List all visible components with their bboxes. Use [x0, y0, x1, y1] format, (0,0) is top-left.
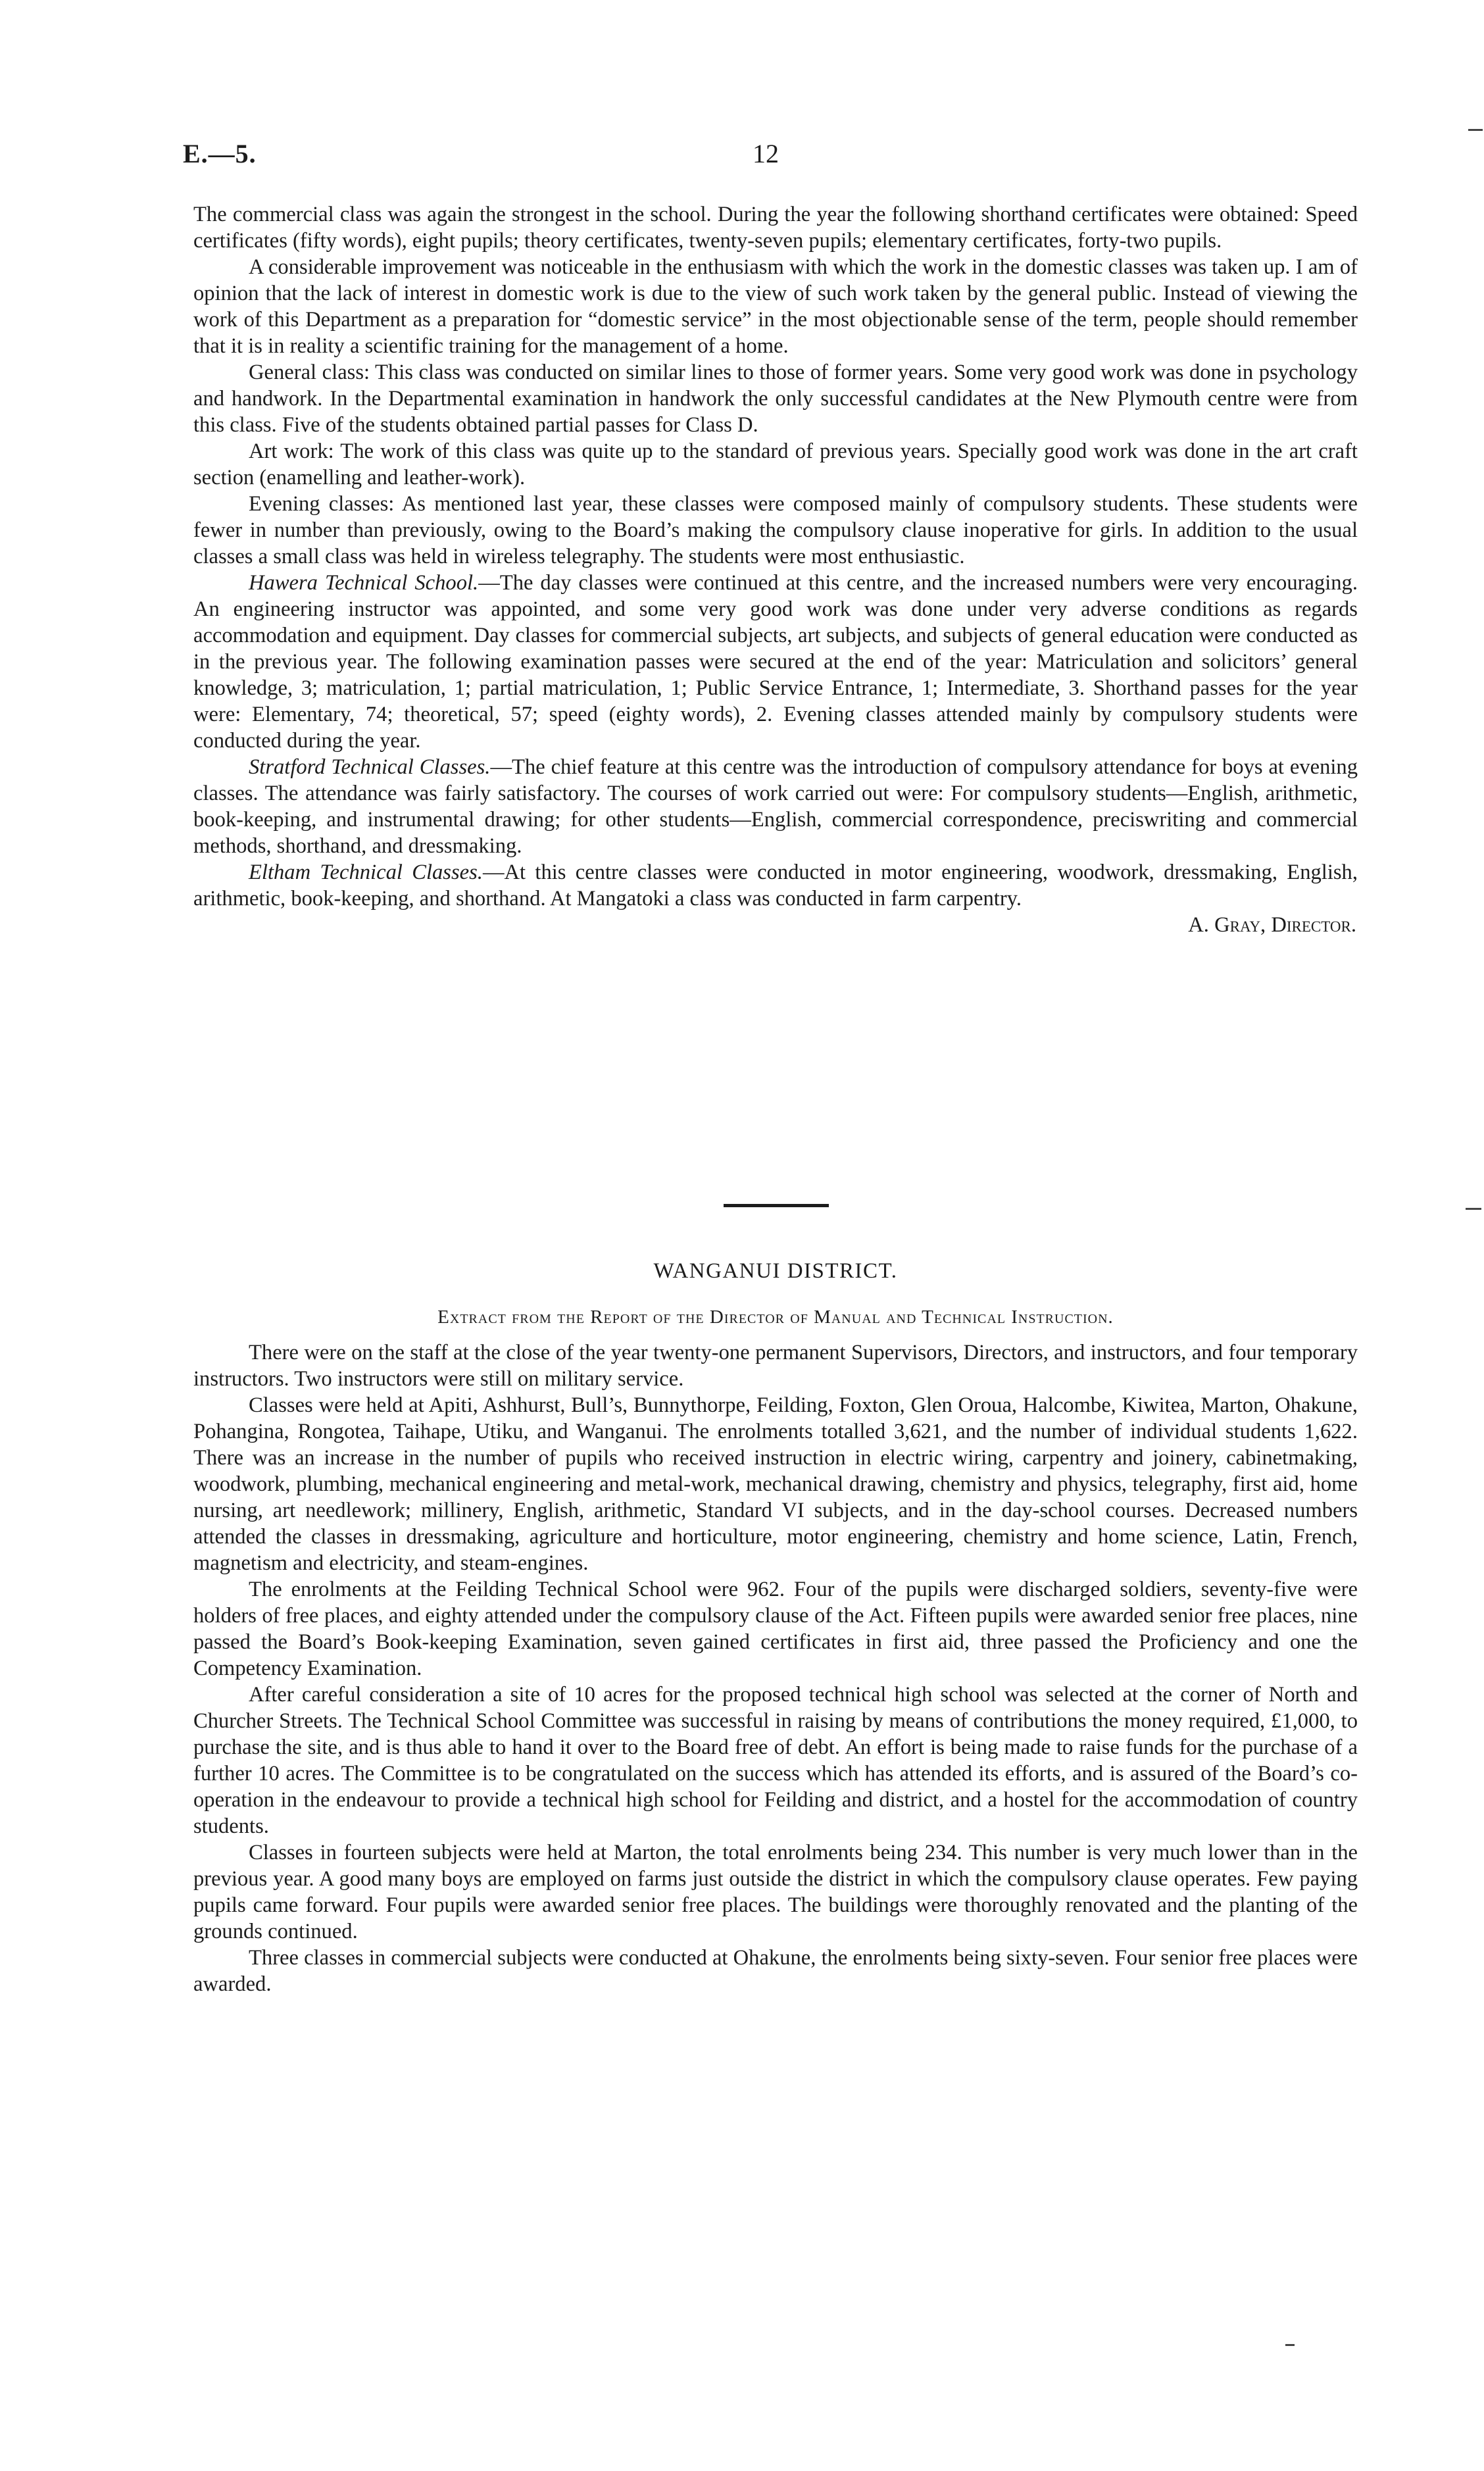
document-reference: E.—5.: [183, 139, 257, 168]
paragraph-commercial-class: The commercial class was again the strongest in the school. During the year the following shorthand certificates were obtained: Speed certificates (fifty words), eight pupils; theory certificates, twenty-seven pupils; elementary certificates, forty-two pupils.: [193, 203, 1358, 253]
paragraph-stratford: [193, 754, 1358, 859]
text-eltham: —At this centre classes were conducted in motor engineering, woodwork, dressmaking, English, arithmetic, book-keeping, and shorthand. At Mangatoki a class was conducted in farm carpentry.: [193, 861, 1358, 911]
paragraph-staff: There were on the staff at the close of the year twenty-one permanent Supervisors, Directors, and instructors, and four temporary instructors. Two instructors were still on military service.: [193, 1341, 1358, 1391]
paragraph-art-work: Art work: The work of this class was quite up to the standard of previous years. Specially good work was done in the art craft section (enamelling and leather-work).: [193, 439, 1358, 489]
paragraph-classes-held: Classes were held at Apiti, Ashhurst, Bull’s, Bunnythorpe, Feilding, Foxton, Glen Oroua, Halcombe, Kiwitea, Marton, Ohakune, Pohangina, Rongotea, Taihape, Utiku, and Wanganui. The enrolments totalled 3,621, and the number of individual students 1,622. There was an increase in the number of pupils who received instruction in electric wiring, carpentry and joinery, cabinetmaking, woodwork, plumbing, mechanical engineering and metal-work, mechanical drawing, chemistry and physics, telegraphy, first aid, home nursing, art needlework; millinery, English, arithmetic, Standard VI subjects, and in the day-school courses. Decreased numbers attended the classes in dressmaking, agriculture and horticulture, motor engineering, chemistry and home science, Latin, French, magnetism and electricity, and steam-engines.: [193, 1393, 1358, 1575]
wanganui-report-section: [193, 1339, 1358, 1997]
heading-eltham: Eltham Technical Classes.: [249, 861, 483, 884]
page-header: [183, 138, 1301, 178]
margin-mark: [1468, 129, 1483, 131]
paragraph-hawera: [193, 570, 1358, 754]
section-divider: [724, 1204, 829, 1207]
paragraph-ohakune: Three classes in commercial subjects were conducted at Ohakune, the enrolments being sixty-seven. Four senior free places were awarded.: [193, 1946, 1358, 1996]
page-number: 12: [753, 139, 779, 168]
extract-subheading: Extract from the Report of the Director of Manual and Technical Instruction.: [437, 1307, 1114, 1328]
margin-mark: [1285, 2344, 1295, 2346]
paragraph-feilding-enrolments: The enrolments at the Feilding Technical School were 962. Four of the pupils were discharged soldiers, seventy-five were holders of free places, and eighty attended under the compulsory clause of the Act. Fifteen pupils were awarded senior free places, nine passed the Board’s Book-keeping Examination, seven gained certificates in first aid, three passed the Proficiency and one the Competency Examination.: [193, 1578, 1358, 1680]
margin-mark: [1466, 1208, 1481, 1210]
district-heading: WANGANUI DISTRICT.: [653, 1259, 898, 1283]
taranaki-report-section: [193, 201, 1358, 938]
paragraph-marton: Classes in fourteen subjects were held at Marton, the total enrolments being 234. This number is very much lower than in the previous year. A good many boys are employed on farms just outside the district in which the compulsory clause operates. Few paying pupils came forward. Four pupils were awarded senior free places. The buildings were thoroughly renovated and the planting of the grounds continued.: [193, 1841, 1358, 1943]
paragraph-evening-classes: Evening classes: As mentioned last year, these classes were composed mainly of compulsory students. These students were fewer in number than previously, owing to the Board’s making the compulsory clause inoperative for girls. In addition to the usual classes a small class was held in wireless telegraphy. The students were most enthusiastic.: [193, 492, 1358, 568]
text-hawera: —The day classes were continued at this centre, and the increased numbers were very encouraging. An engineering instructor was appointed, and some very good work was done under very adverse conditions as regards accommodation and equipment. Day classes for commercial subjects, art subjects, and subjects of general education were conducted as in the previous year. The following examination passes were secured at the end of the year: Matriculation and solicitors’ general knowledge, 3; matriculation, 1; partial matriculation, 1; Public Service Entrance, 1; Intermediate, 3. Shorthand passes for the year were: Elementary, 74; theoretical, 57; speed (eighty words), 2. Evening classes attended mainly by compulsory students were conducted during the year.: [193, 571, 1358, 753]
paragraph-eltham: [193, 859, 1358, 912]
signature-director: A. Gray, Director.: [1188, 913, 1356, 937]
paragraph-school-site: After careful consideration a site of 10 acres for the proposed technical high school was selected at the corner of North and Churcher Streets. The Technical School Committee was successful in raising by means of contributions the money required, £1,000, to purchase the site, and is thus able to hand it over to the Board free of debt. An effort is being made to raise funds for the purchase of a further 10 acres. The Committee is to be congratulated on the success which has attended its efforts, and is assured of the Board’s co-operation in the endeavour to provide a technical high school for Feilding and district, and a hostel for the accommodation of country students.: [193, 1683, 1358, 1838]
heading-hawera: Hawera Technical School.: [249, 571, 479, 595]
text-stratford: —The chief feature at this centre was the introduction of compulsory attendance for boys at evening classes. The attendance was fairly satisfactory. The courses of work carried out were: For compulsory students—English, arithmetic, book-keeping, and instrumental drawing; for other students—English, commercial correspondence, preciswriting and commercial methods, shorthand, and dressmaking.: [193, 755, 1358, 858]
paragraph-domestic-classes: A considerable improvement was noticeable in the enthusiasm with which the work in the domestic classes was taken up. I am of opinion that the lack of interest in domestic work is due to the view of such work taken by the general public. Instead of viewing the work of this Department as a preparation for “domestic service” in the most objectionable sense of the term, people should remember that it is in reality a scientific training for the management of a home.: [193, 255, 1358, 358]
heading-stratford: Stratford Technical Classes.: [249, 755, 491, 779]
paragraph-general-class: General class: This class was conducted on similar lines to those of former years. Some very good work was done in psychology and handwork. In the Departmental examination in handwork the only successful candidates at the New Plymouth centre were from this class. Five of the students obtained partial passes for Class D.: [193, 361, 1358, 437]
